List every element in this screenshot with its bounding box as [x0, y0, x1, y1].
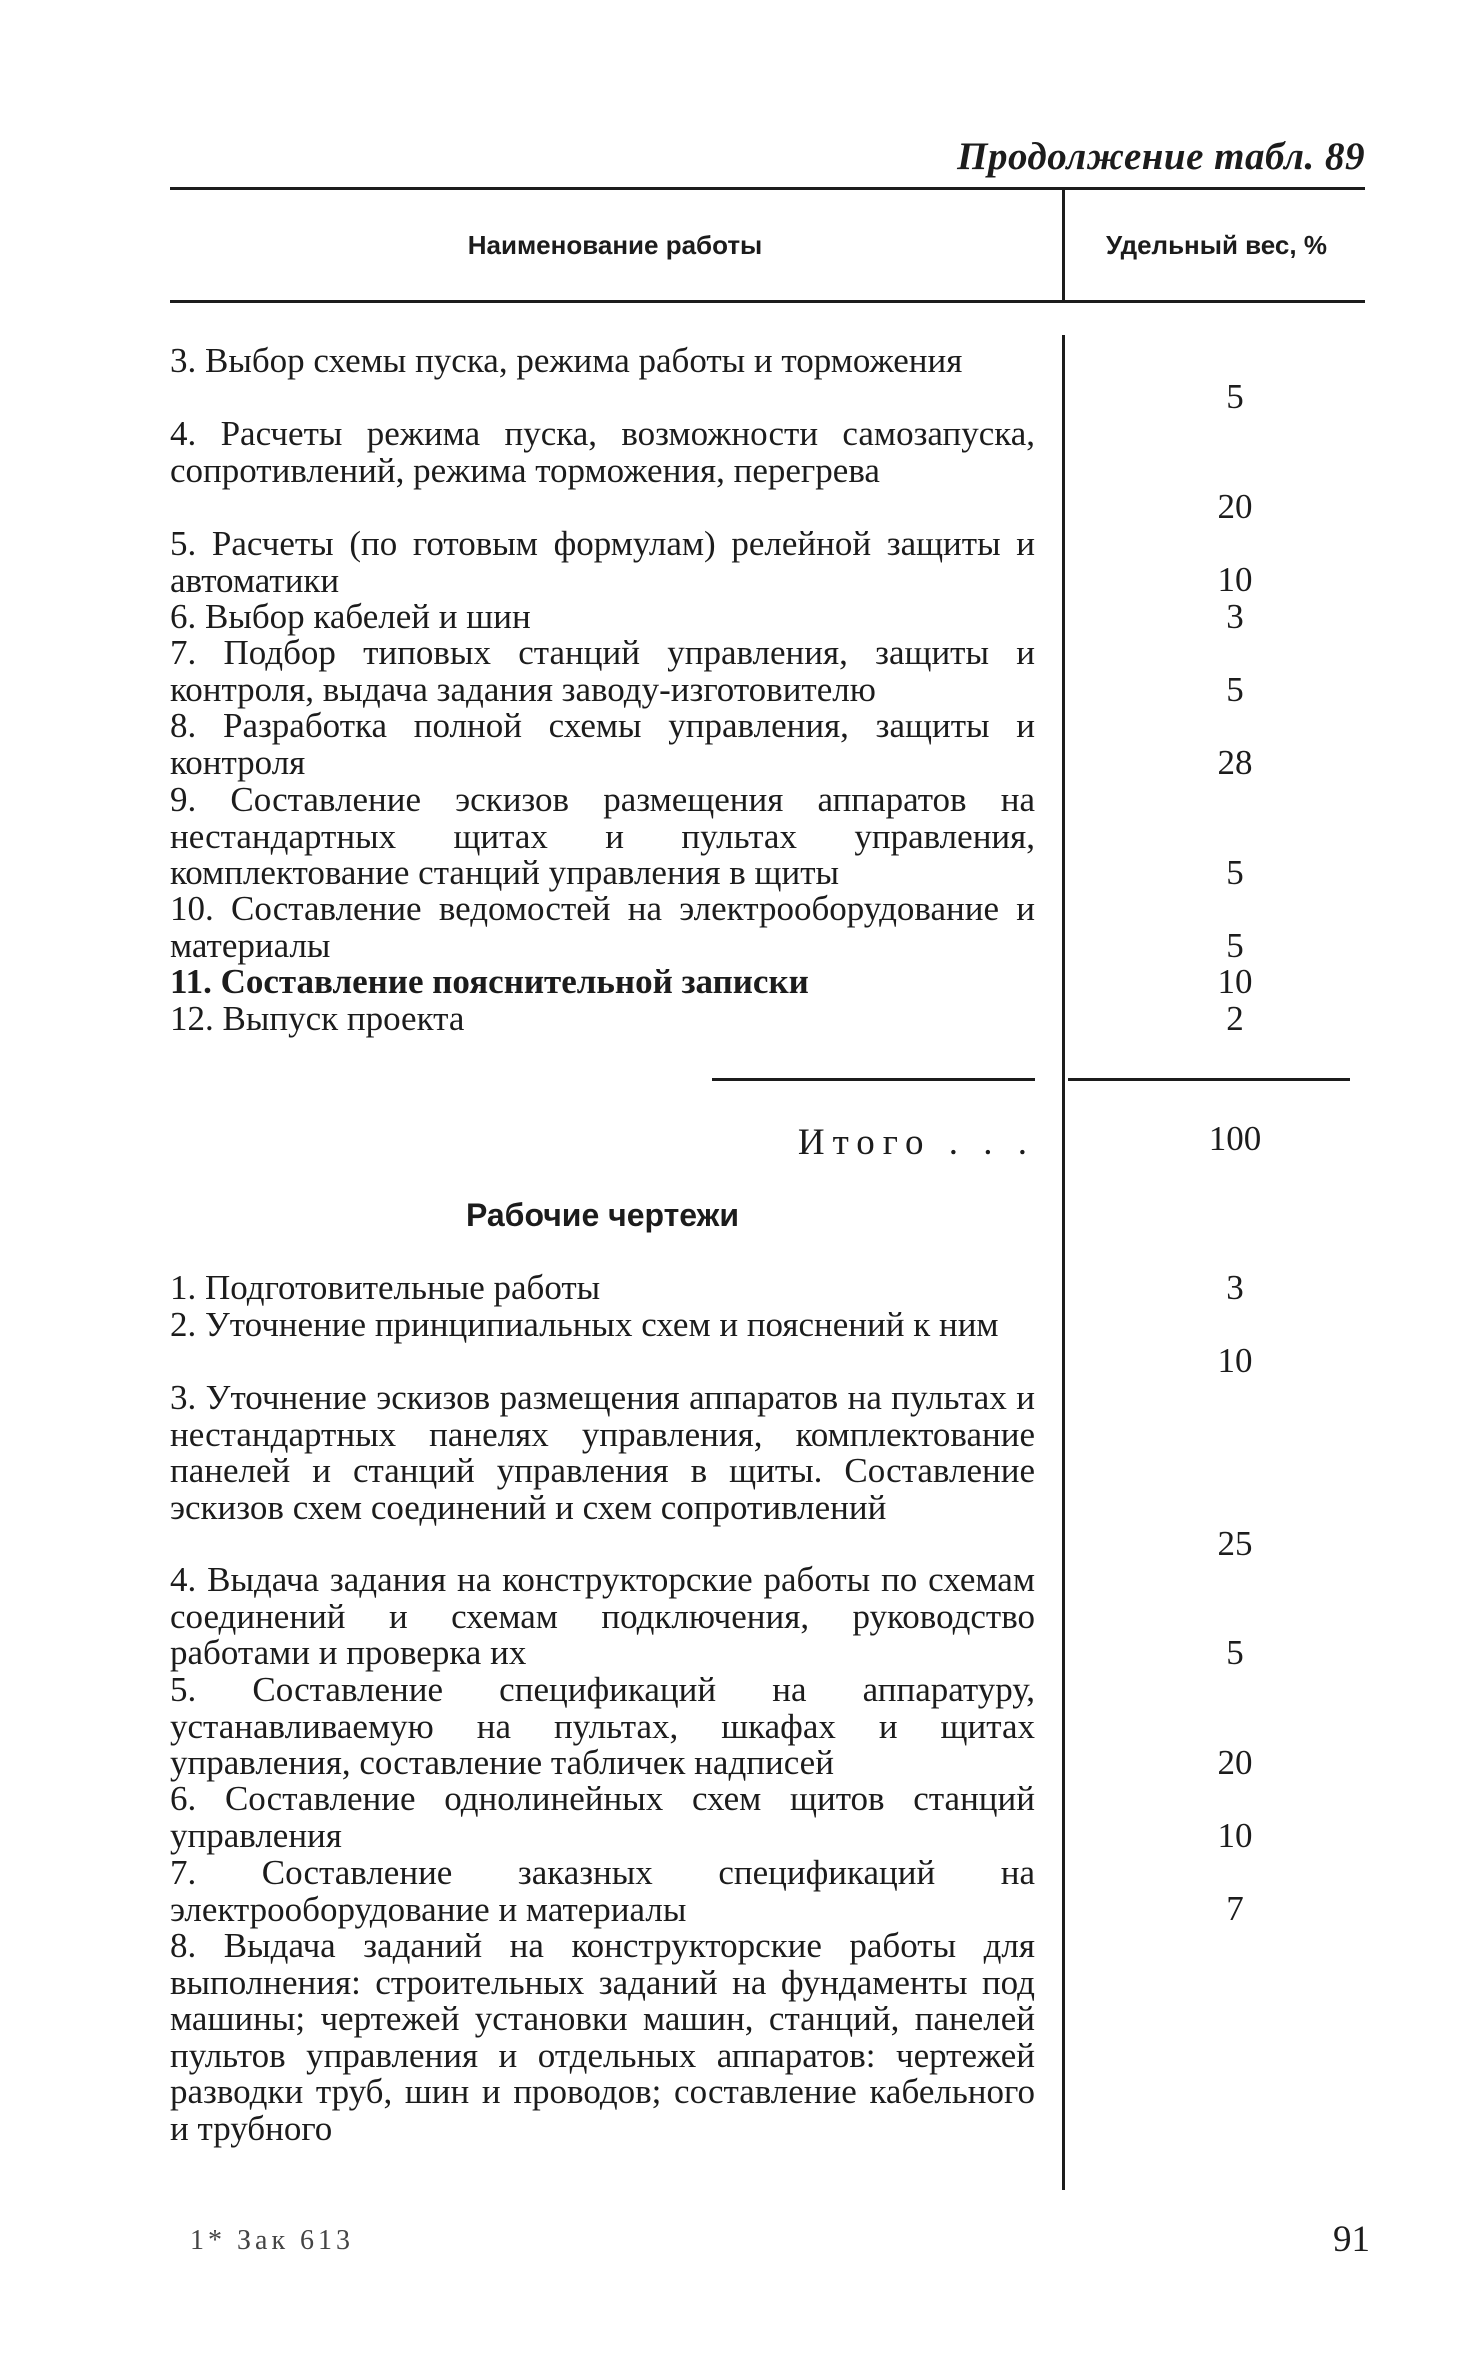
table-row-value: 25 — [1217, 1524, 1253, 1563]
table-row-label: 8. Выдача заданий на конструкторские работы для выполнения: строительных заданий на фундаменты под машины; чертежей установки машин, станций, панелей пультов управления и отдельных аппаратов: чертежей разводки труб, шин и проводов; составление кабельного и трубного — [170, 1926, 1035, 2148]
table-row-label: 10. Составление ведомостей на электрооборудование и материалы — [170, 889, 1035, 965]
column-header-weight: Удельный вес, % — [1106, 230, 1327, 260]
table-row-label: 11. Составление пояснительной записки — [170, 962, 809, 1001]
table-row-value: 5 — [1226, 1633, 1244, 1672]
table-row-label: 5. Составление спецификаций на аппаратуру, устанавливаемую на пультах, шкафах и щитах управления, составление табличек надписей — [170, 1670, 1035, 1782]
table-row-value: 3 — [1226, 597, 1244, 636]
table-row-label: 6. Составление однолинейных схем щитов станций управления — [170, 1779, 1035, 1855]
table-row-value: 28 — [1217, 743, 1253, 782]
table-row-value: 5 — [1226, 670, 1244, 709]
subtotal-rule-name — [712, 1078, 1035, 1081]
table-row-value: 10 — [1217, 1816, 1253, 1855]
column-header-name: Наименование работы — [467, 230, 763, 260]
body-column-divider — [1062, 335, 1065, 2190]
table-row-label: 3. Уточнение эскизов размещения аппаратов на пультах и нестандартных панелях управления, комплектование панелей и станций управления в щиты. Составление эскизов схем соединений и схем сопротивлений — [170, 1378, 1035, 1527]
table-caption: Продолжение табл. 89 — [957, 135, 1365, 178]
table-row-value: 2 — [1226, 999, 1244, 1038]
table-row-value: 20 — [1217, 487, 1253, 526]
total-value: 100 — [1208, 1119, 1262, 1158]
table-row-label: 12. Выпуск проекта — [170, 999, 465, 1038]
table-row-value: 10 — [1217, 560, 1253, 599]
header-top-rule — [170, 187, 1365, 190]
header-column-divider — [1062, 187, 1065, 300]
table-row-value: 10 — [1217, 962, 1253, 1001]
table-row-label: 7. Подбор типовых станций управления, защиты и контроля, выдача задания заводу-изготовителю — [170, 633, 1035, 709]
table-row-label: 4. Расчеты режима пуска, возможности самозапуска, сопротивлений, режима торможения, перегрева — [170, 414, 1035, 490]
table-row-label: 1. Подготовительные работы — [170, 1268, 601, 1307]
table-row-value: 20 — [1217, 1743, 1253, 1782]
table-row-label: 4. Выдача задания на конструкторские работы по схемам соединений и схемам подключения, руководство работами и проверка их — [170, 1560, 1035, 1672]
table-row-label: 6. Выбор кабелей и шин — [170, 597, 531, 636]
total-label: Итого . . . — [797, 1122, 1035, 1163]
table-row-value: 5 — [1226, 853, 1244, 892]
table-row-value: 10 — [1217, 1341, 1253, 1380]
header-bottom-rule — [170, 300, 1365, 303]
table-row-label: 3. Выбор схемы пуска, режима работы и торможения — [170, 341, 963, 380]
table-row-value: 5 — [1226, 377, 1244, 416]
table-row-value: 5 — [1226, 926, 1244, 965]
table-row-label: 9. Составление эскизов размещения аппаратов на нестандартных щитах и пультах управления, комплектование станций управления в щиты — [170, 780, 1035, 892]
table-row-label: 7. Составление заказных спецификаций на электрооборудование и материалы — [170, 1853, 1035, 1929]
table-row-value: 7 — [1226, 1889, 1244, 1928]
print-order-note: 1* Зак 613 — [190, 2225, 355, 2256]
subtotal-rule-value — [1068, 1078, 1350, 1081]
table-row-value: 3 — [1226, 1268, 1244, 1307]
table-row-label: 8. Разработка полной схемы управления, защиты и контроля — [170, 706, 1035, 782]
table-row-label: 2. Уточнение принципиальных схем и пояснений к ним — [170, 1305, 999, 1344]
page-number: 91 — [1333, 2219, 1370, 2260]
table-row-label: 5. Расчеты (по готовым формулам) релейной защиты и автоматики — [170, 524, 1035, 600]
section-title: Рабочие чертежи — [465, 1197, 740, 1233]
